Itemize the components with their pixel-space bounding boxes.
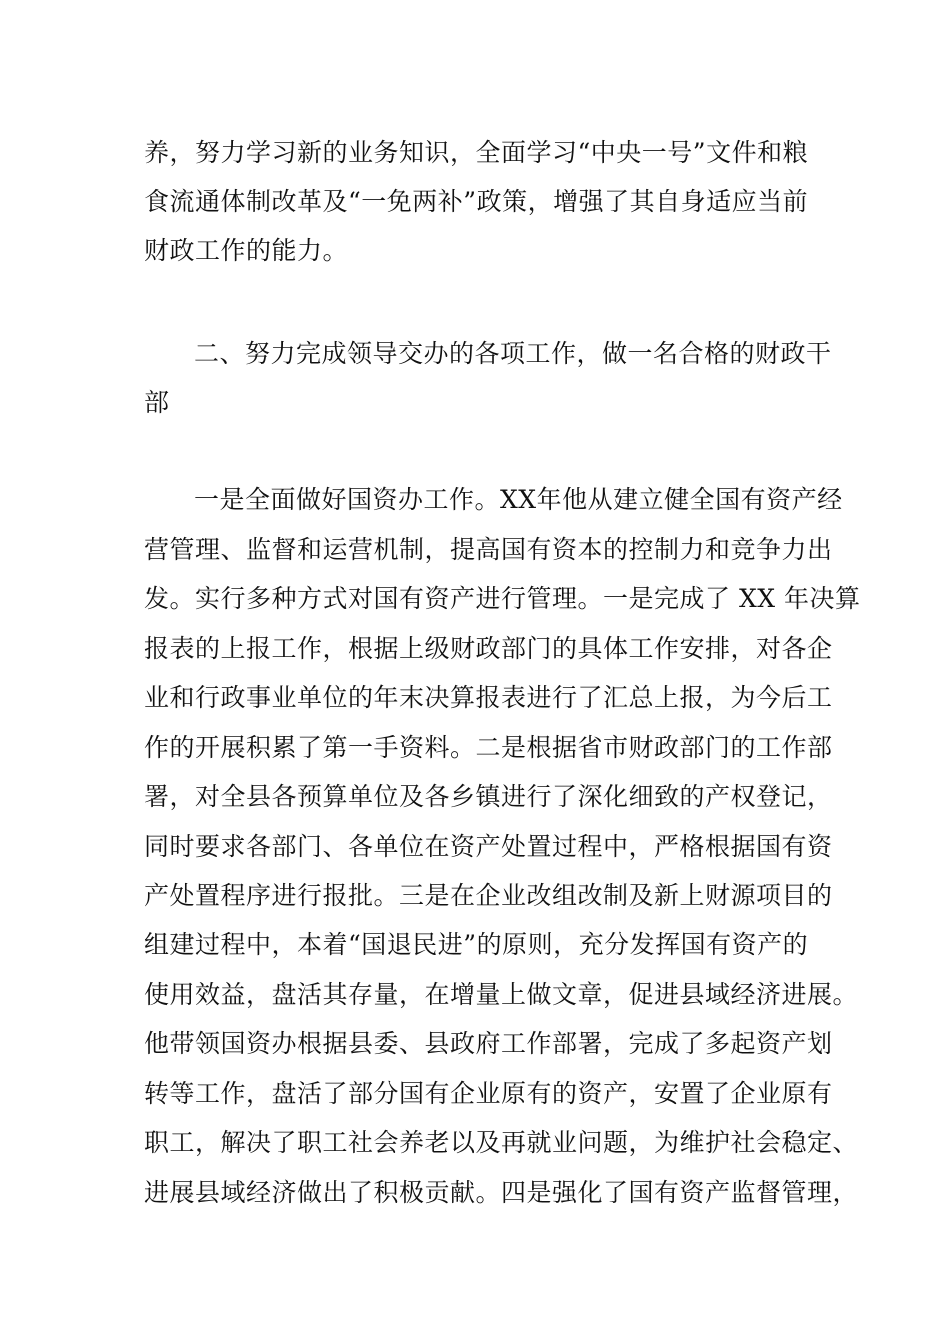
text-line: 财政工作的能力。 xyxy=(144,236,349,265)
text-line: 转等工作，盘活了部分国有企业原有的资产，安置了企业原有 xyxy=(144,1079,833,1108)
text-line: 业和行政事业单位的年末决算报表进行了汇总上报，为今后工 xyxy=(144,683,833,712)
text-line: 同时要求各部门、各单位在资产处置过程中，严格根据国有资 xyxy=(144,832,833,861)
text-line: 作的开展积累了第一手资料。二是根据省市财政部门的工作部 xyxy=(144,733,833,762)
text-line: 营管理、监督和运营机制，提高国有资本的控制力和竞争力出 xyxy=(144,535,833,564)
text-line: 职工，解决了职工社会养老以及再就业问题，为维护社会稳定、 xyxy=(144,1128,859,1157)
heading-line: 部 xyxy=(144,388,170,417)
text-line: 进展县域经济做出了积极贡献。四是强化了国有资产监督管理， xyxy=(144,1178,859,1207)
text-line: 使用效益，盘活其存量，在增量上做文章，促进县域经济进展。 xyxy=(144,980,859,1009)
text-line: 产处置程序进行报批。三是在企业改组改制及新上财源项目的 xyxy=(144,881,833,910)
heading-line: 二、努力完成领导交办的各项工作，做一名合格的财政干 xyxy=(194,339,832,368)
text-line: 食流通体制改革及“一免两补”政策，增强了其自身适应当前 xyxy=(144,187,809,216)
text-line: 署，对全县各预算单位及各乡镇进行了深化细致的产权登记， xyxy=(144,782,833,811)
text-line: 养，努力学习新的业务知识，全面学习“中央一号”文件和粮 xyxy=(144,138,809,167)
text-line: 报表的上报工作，根据上级财政部门的具体工作安排，对各企 xyxy=(144,634,833,663)
text-line: 他带领国资办根据县委、县政府工作部署，完成了多起资产划 xyxy=(144,1029,833,1058)
text-line: 组建过程中，本着“国退民进”的原则，充分发挥国有资产的 xyxy=(144,930,809,959)
text-line: 发。实行多种方式对国有资产进行管理。一是完成了 XX 年决算 xyxy=(144,584,861,613)
text-line: 一是全面做好国资办工作。XX年他从建立健全国有资产经 xyxy=(194,485,843,514)
